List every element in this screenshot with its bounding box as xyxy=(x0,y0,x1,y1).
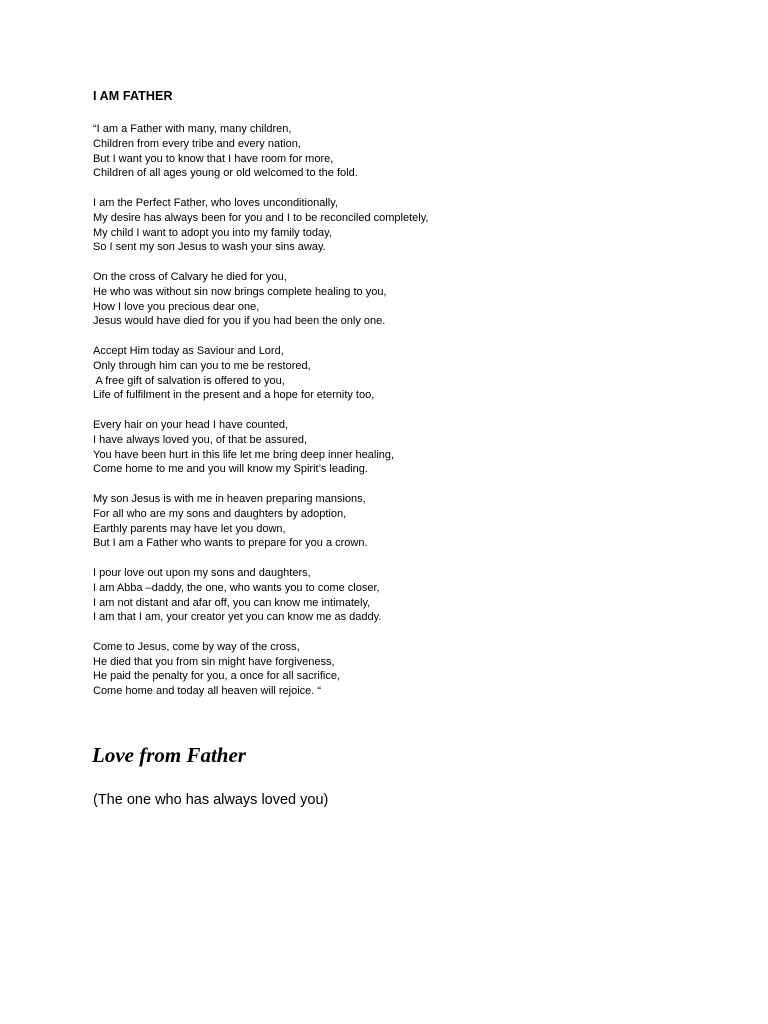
poem-line: Come home and today all heaven will rejoice. “ xyxy=(93,685,322,698)
poem-line: But I want you to know that I have room for more, xyxy=(93,152,334,165)
poem-line: Children from every tribe and every nation, xyxy=(93,137,301,150)
poem-line: I am not distant and afar off, you can know me intimately, xyxy=(93,596,371,609)
poem-line: Earthly parents may have let you down, xyxy=(93,522,286,535)
poem-line: But I am a Father who wants to prepare for you a crown. xyxy=(93,537,368,550)
stanza xyxy=(93,640,693,699)
poem-line: Accept Him today as Saviour and Lord, xyxy=(93,344,284,357)
poem-line: For all who are my sons and daughters by adoption, xyxy=(93,507,347,520)
poem-line: A free gift of salvation is offered to you, xyxy=(93,374,285,387)
poem-line: I am that I am, your creator yet you can know me as daddy. xyxy=(93,611,382,624)
poem-line: You have been hurt in this life let me bring deep inner healing, xyxy=(93,448,395,461)
poem-title: I AM FATHER xyxy=(93,89,173,103)
poem-line: On the cross of Calvary he died for you, xyxy=(93,270,287,283)
poem-line: My desire has always been for you and I to be reconciled completely, xyxy=(93,211,429,224)
poem-line: He who was without sin now brings complete healing to you, xyxy=(93,285,387,298)
poem-line: How I love you precious dear one, xyxy=(93,300,260,313)
poem-line: Jesus would have died for you if you had been the only one. xyxy=(93,315,386,328)
poem-line: I am Abba –daddy, the one, who wants you to come closer, xyxy=(93,581,380,594)
signoff-heading: Love from Father xyxy=(92,743,246,767)
poem-line: So I sent my son Jesus to wash your sins away. xyxy=(93,241,326,254)
stanza xyxy=(93,122,693,181)
poem-body xyxy=(93,122,693,714)
signoff-subtitle: (The one who has always loved you) xyxy=(93,792,329,808)
poem-line: He paid the penalty for you, a once for all sacrifice, xyxy=(93,670,341,683)
stanza xyxy=(93,492,693,551)
poem-line: My child I want to adopt you into my family today, xyxy=(93,226,332,239)
poem-line: Come to Jesus, come by way of the cross, xyxy=(93,640,300,653)
stanza xyxy=(93,566,693,625)
poem-line: I pour love out upon my sons and daughters, xyxy=(93,566,311,579)
poem-line: Life of fulfilment in the present and a hope for eternity too, xyxy=(93,389,375,402)
poem-line: Every hair on your head I have counted, xyxy=(93,418,289,431)
stanza xyxy=(93,418,693,477)
poem-line: “I am a Father with many, many children, xyxy=(93,123,292,135)
poem-line: Only through him can you to me be restored, xyxy=(93,359,311,372)
poem-line: He died that you from sin might have forgiveness, xyxy=(93,655,335,668)
poem-line: I have always loved you, of that be assured, xyxy=(93,433,308,446)
poem-line: Children of all ages young or old welcomed to the fold. xyxy=(93,167,358,180)
stanza xyxy=(93,196,693,255)
poem-line: Come home to me and you will know my Spirit’s leading. xyxy=(93,463,368,476)
stanza xyxy=(93,344,693,403)
stanza xyxy=(93,270,693,329)
poem-line: My son Jesus is with me in heaven preparing mansions, xyxy=(93,492,366,505)
poem-line: I am the Perfect Father, who loves unconditionally, xyxy=(93,196,338,209)
